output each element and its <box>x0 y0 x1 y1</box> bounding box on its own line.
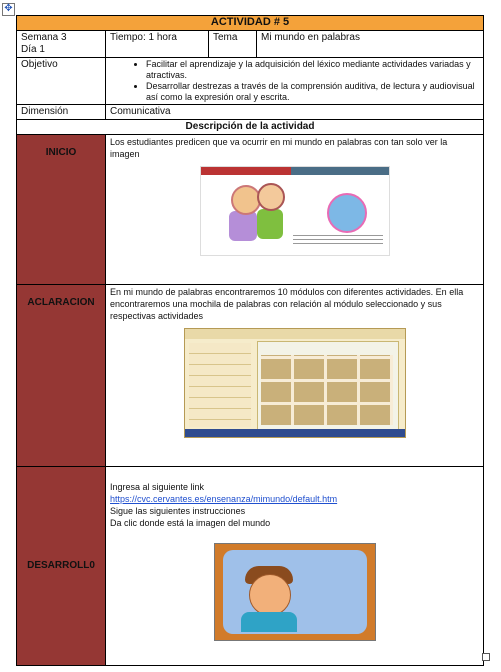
description-title: Descripción de la actividad <box>17 120 484 135</box>
objective-label: Objetivo <box>17 58 106 105</box>
resize-handle-icon[interactable] <box>482 653 490 661</box>
description-title-row <box>17 120 484 135</box>
phase-row-desarrollo <box>17 467 484 666</box>
desarrollo-line-3: Da clic donde está la imagen del mundo <box>110 518 271 528</box>
theme-label: Tema <box>209 31 257 58</box>
desarrollo-line-1: Ingresa al siguiente link <box>110 482 205 492</box>
title-row <box>17 16 484 31</box>
activity-title: ACTIVIDAD # 5 <box>17 16 484 31</box>
desarrollo-line-2: Sigue las siguientes instrucciones <box>110 506 246 516</box>
dimension-label: Dimensión <box>17 105 106 120</box>
aclaracion-text: En mi mundo de palabras encontraremos 10 módulos con diferentes actividades. En ella encontraremos una mochila de palabras con relación al módulo seleccionado y sus respectivas actividades <box>110 287 464 321</box>
mi-mundo-en-palabras-image <box>200 166 390 256</box>
theme-value: Mi mundo en palabras <box>257 31 484 58</box>
header-row <box>17 31 484 58</box>
phase-label-inicio: INICIO <box>17 135 106 285</box>
objective-item: • Desarrollar destrezas a través de la comprensión auditiva, de lectura y audiovisual así como la expresión oral y escrita. <box>146 81 479 103</box>
tutores-modules-image <box>184 328 406 438</box>
phase-content-desarrollo <box>106 467 484 666</box>
phase-row-aclaracion <box>17 285 484 467</box>
mimundo-link[interactable]: https://cvc.cervantes.es/ensenanza/mimundo/default.htm <box>110 494 338 504</box>
dimension-row <box>17 105 484 120</box>
phase-content-inicio <box>106 135 484 285</box>
week-label: Semana 3 <box>21 32 67 43</box>
day-label: Día 1 <box>21 44 45 55</box>
world-character-image[interactable] <box>214 543 376 641</box>
phase-row-inicio <box>17 135 484 285</box>
objective-content <box>106 58 484 105</box>
dimension-value: Comunicativa <box>106 105 484 120</box>
inicio-text: Los estudiantes predicen que va ocurrir en mi mundo en palabras con tan solo ver la imagen <box>110 137 448 159</box>
week-day-cell <box>17 31 106 58</box>
phase-label-desarrollo: DESARROLL0 <box>17 467 106 666</box>
time-label: Tiempo: 1 hora <box>106 31 209 58</box>
objective-row <box>17 58 484 105</box>
objective-item: • Facilitar el aprendizaje y la adquisición del léxico mediante actividades variadas y atractivas. <box>146 59 479 81</box>
phase-label-aclaracion: ACLARACION <box>17 285 106 467</box>
move-icon[interactable]: ✥ <box>2 3 15 16</box>
activity-table <box>16 15 484 666</box>
phase-content-aclaracion <box>106 285 484 467</box>
